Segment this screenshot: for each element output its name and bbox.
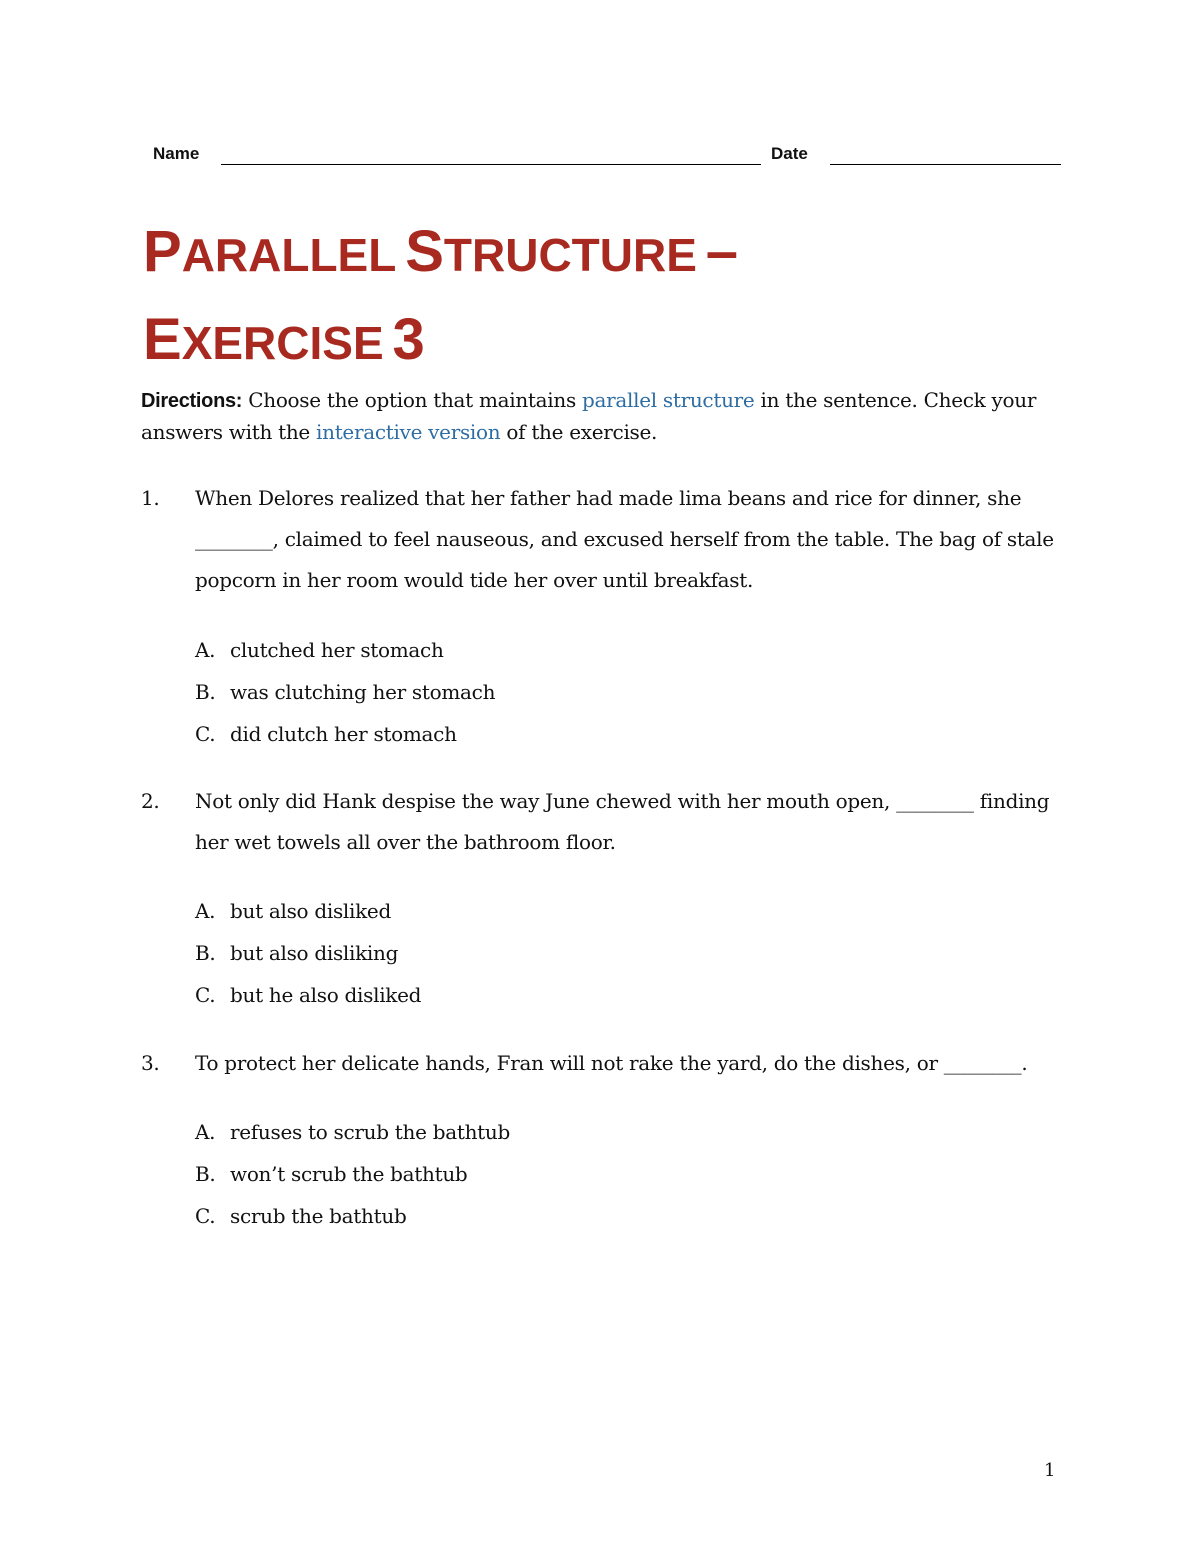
directions: Directions: Choose the option that maintains parallel structure in the sentence. Check your answers with the interactive version of the exercise. [141, 388, 1037, 444]
date-line[interactable] [830, 164, 1061, 165]
option-a[interactable]: A. clutched her stomach [195, 638, 444, 662]
option-c[interactable]: C. scrub the bathtub [195, 1204, 407, 1228]
question-3-options [195, 1111, 795, 1237]
option-b[interactable]: B. won’t scrub the bathtub [195, 1162, 468, 1186]
option-c[interactable]: C. did clutch her stomach [195, 722, 457, 746]
interactive-version-link[interactable]: interactive version [316, 420, 501, 444]
option-b[interactable]: B. but also disliking [195, 941, 399, 965]
question-1 [141, 478, 1061, 601]
option-a[interactable]: A. refuses to scrub the bathtub [195, 1120, 510, 1144]
question-text: When Delores realized that her father had made lima beans and rice for dinner, she ________, claimed to feel nauseous, and excused herself from the table. The bag of stale popcorn in her room would tide her over until breakfast. [195, 486, 1054, 592]
parallel-structure-link[interactable]: parallel structure [582, 388, 755, 412]
question-number: 3. [141, 1051, 160, 1075]
page-number: 1 [1044, 1460, 1056, 1481]
question-3 [141, 1043, 1061, 1084]
question-number: 2. [141, 789, 160, 813]
option-c[interactable]: C. but he also disliked [195, 983, 422, 1007]
question-text: To protect her delicate hands, Fran will not rake the yard, do the dishes, or ________. [195, 1051, 1028, 1075]
question-text: Not only did Hank despise the way June chewed with her mouth open, ________ finding her wet towels all over the bathroom floor. [195, 789, 1050, 854]
question-number: 1. [141, 486, 160, 510]
option-b[interactable]: B. was clutching her stomach [195, 680, 496, 704]
name-label: Name [153, 144, 200, 163]
name-line[interactable] [221, 164, 761, 165]
page-title: PARALLEL STRUCTURE – EXERCISE 3 [143, 219, 739, 372]
directions-label: Directions: [141, 390, 243, 412]
question-2-options [195, 890, 795, 1016]
name-date-header [153, 140, 1061, 170]
question-1-options [195, 629, 795, 755]
question-2 [141, 781, 1061, 863]
date-label: Date [771, 144, 808, 163]
option-a[interactable]: A. but also disliked [195, 899, 391, 923]
